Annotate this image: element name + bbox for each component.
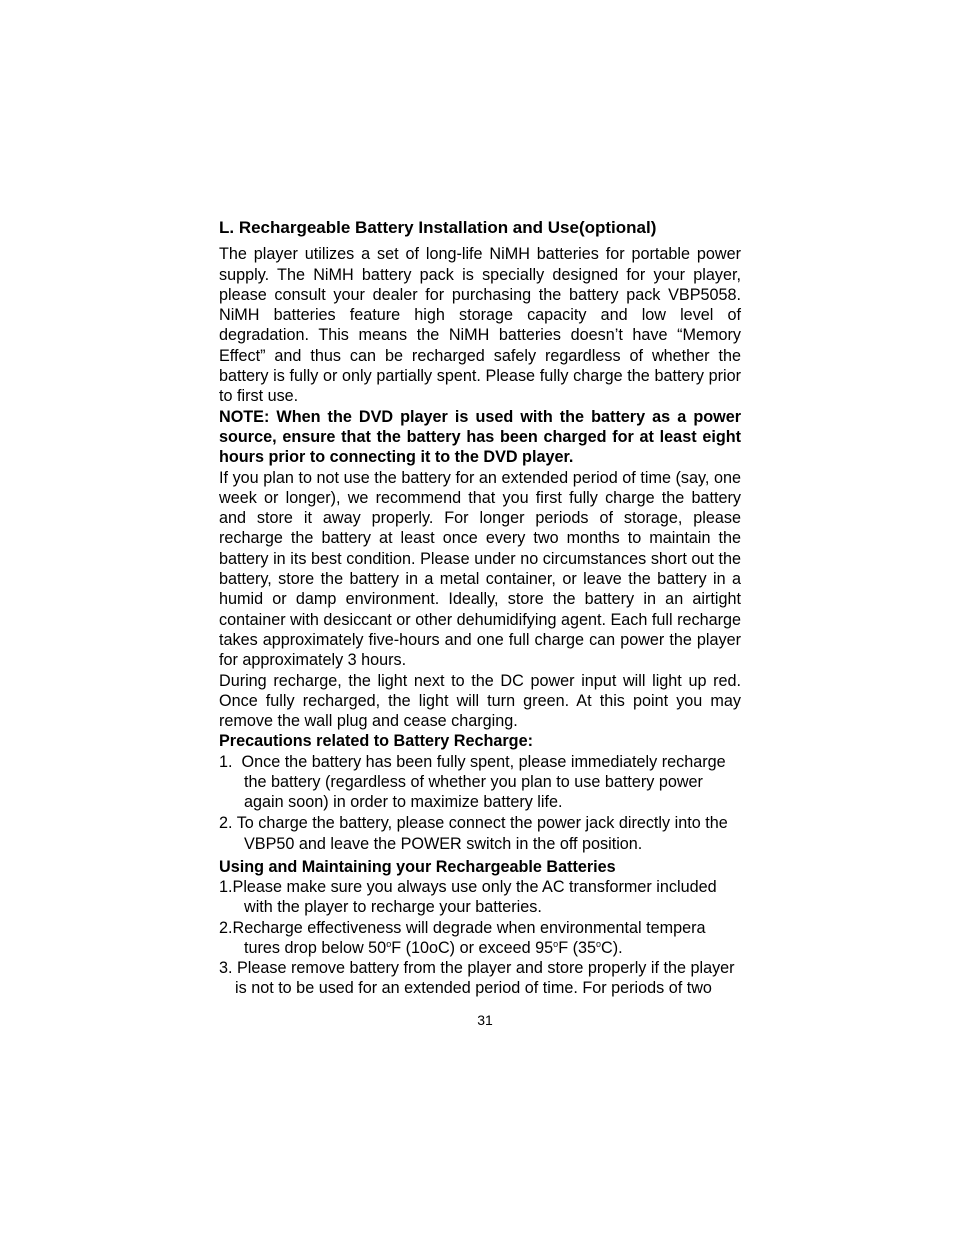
recharge-light-paragraph: During recharge, the light next to the DC power input will light up red. Once fully recharged, the light will turn green. At this point you may remove the wall plug and cease charging. bbox=[219, 671, 741, 731]
degree-mark: o bbox=[553, 938, 559, 949]
list-text: Once the battery has been fully spent, please immediately recharge the battery (regardless of whether you plan to use battery power again soon) in order to maximize battery life. bbox=[241, 752, 726, 812]
list-number: 2. bbox=[219, 918, 233, 937]
list-text-b: F (10oC) or exceed 95 bbox=[391, 938, 554, 957]
degree-mark: o bbox=[386, 938, 392, 949]
list-text-c: F (35 bbox=[558, 938, 596, 957]
precaution-item-1 bbox=[219, 752, 741, 813]
maintaining-title: Using and Maintaining your Rechargeable Batteries bbox=[219, 857, 616, 876]
list-text: Please make sure you always use only the AC transformer included with the player to recharge your batteries. bbox=[232, 877, 717, 917]
list-text: To charge the battery, please connect the power jack directly into the VBP50 and leave the POWER switch in the off position. bbox=[236, 813, 728, 854]
list-text-a: Recharge effectiveness will degrade when environmental tempera tures drop below 50 bbox=[232, 918, 706, 957]
page-number: 31 bbox=[477, 1012, 493, 1028]
document-page bbox=[219, 218, 741, 999]
maintaining-item-3 bbox=[219, 958, 741, 999]
intro-paragraph: The player utilizes a set of long-life NiMH batteries for portable power supply. The NiMH battery pack is specially designed for your player, please consult your dealer for purchasing the battery pack VBP5058. NiMH batteries feature high storage capacity and low level of degradation. This means the NiMH batteries doesn’t have “Memory Effect” and thus can be recharged safely regardless of whether the battery is fully or only partially spent. Please fully charge the battery prior to first use. bbox=[219, 245, 741, 406]
list-number: 1. bbox=[219, 877, 233, 896]
list-text-d: C). bbox=[601, 938, 623, 957]
note-paragraph: NOTE: When the DVD player is used with the battery as a power source, ensure that the battery has been charged for at least eight hours prior to connecting it to the DVD player. bbox=[219, 407, 741, 467]
list-number: 2. bbox=[219, 813, 237, 832]
degree-mark: o bbox=[595, 938, 601, 949]
maintaining-item-2 bbox=[219, 918, 741, 959]
storage-paragraph: If you plan to not use the battery for an extended period of time (say, one week or longer), we recommend that you first fully charge the battery and store it away properly. For longer periods of storage, please recharge the battery at least once every two months to maintain the battery in its best condition. Please under no circumstances short out the battery, store the battery in a metal container, or leave the battery in a humid or damp environment. Ideally, store the battery in an airtight container with desiccant or other dehumidifying agent. Each full recharge takes approximately five-hours and one full charge can power the player for approximately 3 hours. bbox=[219, 468, 741, 670]
precaution-item-2 bbox=[219, 813, 741, 856]
list-text: Please remove battery from the player and store properly if the player is not to be used for an extended period of time. For periods of two bbox=[235, 959, 735, 998]
section-heading: L. Rechargeable Battery Installation and Use(optional) bbox=[219, 218, 657, 237]
precautions-title: Precautions related to Battery Recharge: bbox=[219, 732, 533, 751]
list-number: 1. bbox=[219, 752, 242, 771]
maintaining-item-1 bbox=[219, 877, 741, 918]
list-number: 3. bbox=[219, 959, 237, 978]
